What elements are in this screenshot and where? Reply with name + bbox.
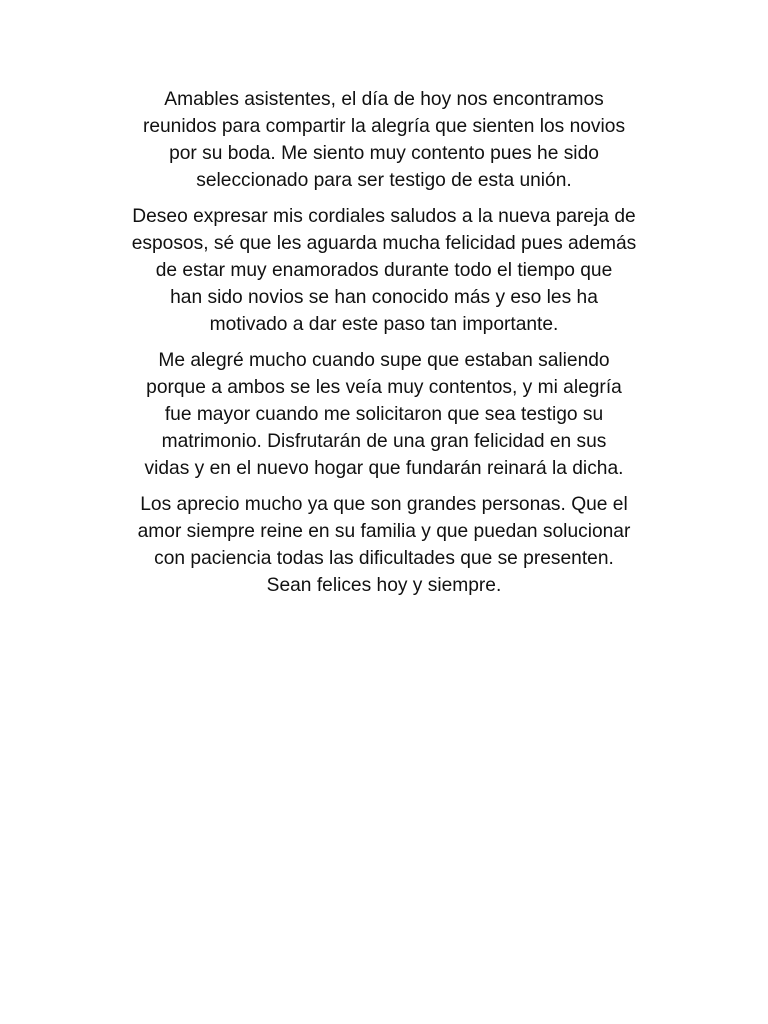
text-line: de estar muy enamorados durante todo el tiempo que xyxy=(155,260,613,281)
paragraph-3 xyxy=(100,347,668,482)
text-line: han sido novios se han conocido más y eso les ha xyxy=(170,287,598,308)
text-line: reunidos para compartir la alegría que sienten los novios xyxy=(142,116,626,137)
text-line: fue mayor cuando me solicitaron que sea testigo su xyxy=(164,404,604,425)
text-line: con paciencia todas las dificultades que se presenten. xyxy=(154,548,614,569)
text-line: Deseo expresar mis cordiales saludos a la nueva pareja de xyxy=(132,206,636,227)
paragraph-1 xyxy=(100,86,668,194)
text-line: Sean felices hoy y siempre. xyxy=(266,575,502,596)
text-line: matrimonio. Disfrutarán de una gran felicidad en sus xyxy=(161,431,607,452)
document-body xyxy=(100,86,668,608)
paragraph-4 xyxy=(100,491,668,599)
text-line: Amables asistentes, el día de hoy nos encontramos xyxy=(164,89,604,110)
text-line: porque a ambos se les veía muy contentos, y mi alegría xyxy=(146,377,622,398)
text-line: vidas y en el nuevo hogar que fundarán reinará la dicha. xyxy=(144,458,624,479)
text-line: seleccionado para ser testigo de esta unión. xyxy=(196,170,572,191)
text-line: Me alegré mucho cuando supe que estaban saliendo xyxy=(158,350,610,371)
text-line: Los aprecio mucho ya que son grandes personas. Que el xyxy=(140,494,628,515)
paragraph-2 xyxy=(100,203,668,338)
text-line: por su boda. Me siento muy contento pues he sido xyxy=(169,143,599,164)
text-line: esposos, sé que les aguarda mucha felicidad pues además xyxy=(131,233,637,254)
text-line: motivado a dar este paso tan importante. xyxy=(209,314,559,335)
text-line: amor siempre reine en su familia y que puedan solucionar xyxy=(137,521,631,542)
